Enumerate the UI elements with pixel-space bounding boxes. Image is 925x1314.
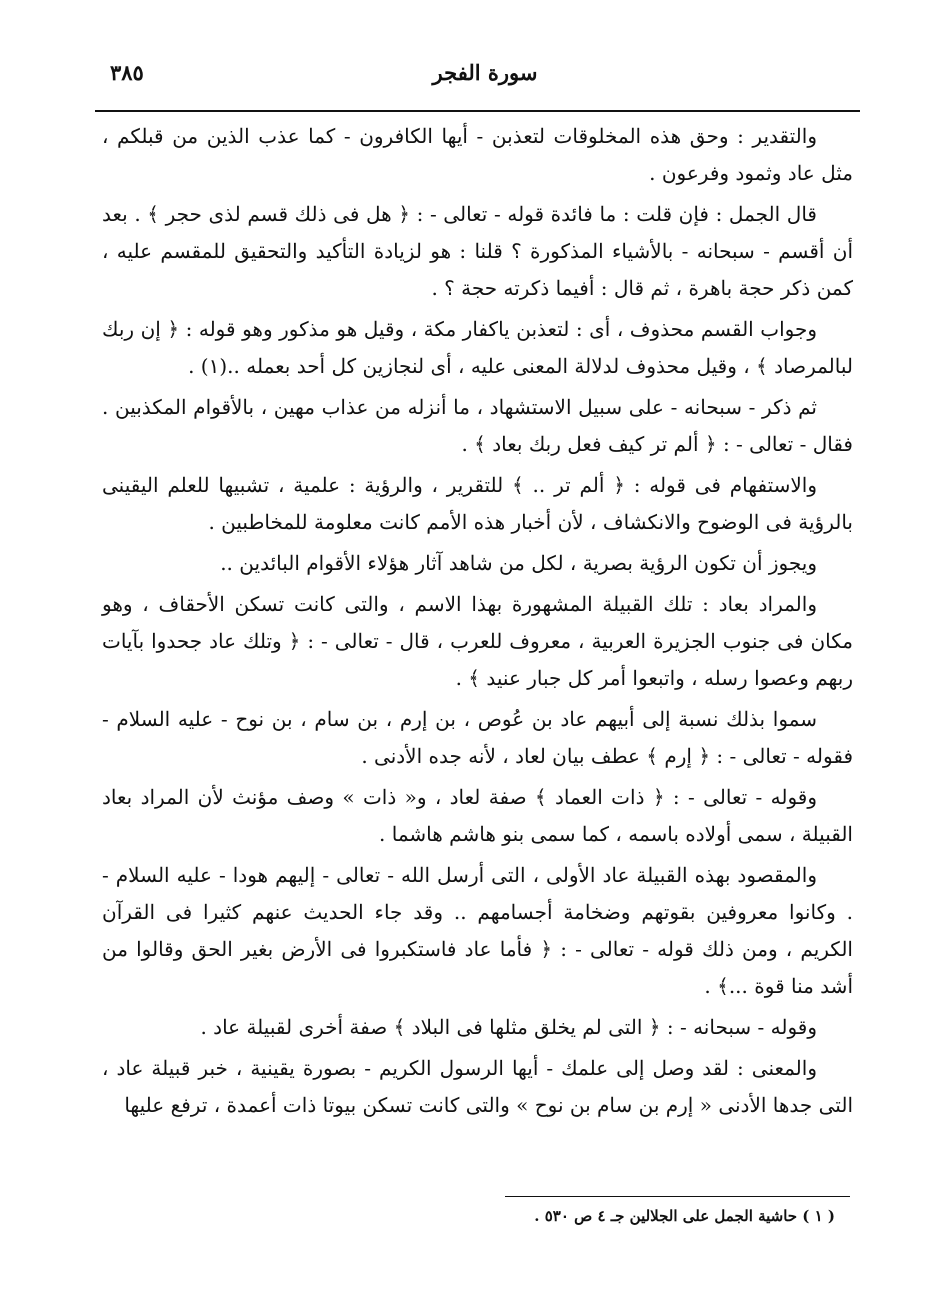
paragraph: وجواب القسم محذوف ، أى : لتعذبن ياكفار مكة ، وقيل هو مذكور وهو قوله : ﴿ إن ربك لبالمرصاد ﴾ ، وقيل محذوف لدلالة المعنى عليه ، أى لنجازين كل أحد بعمله ..(١) . — [102, 317, 853, 378]
paragraph: والتقدير : وحق هذه المخلوقات لتعذبن - أيها الكافرون - كما عذب الذين من قبلكم ، مثل عاد وثمود وفرعون . — [102, 124, 853, 185]
paragraph: ويجوز أن تكون الرؤية بصرية ، لكل من شاهد آثار هؤلاء الأقوام البائدين .. — [220, 551, 817, 575]
footnote-divider — [505, 1196, 850, 1197]
paragraph: والمعنى : لقد وصل إلى علمك - أيها الرسول الكريم - بصورة يقينية ، خبر قبيلة عاد ، التى جدها الأدنى « إرم بن سام بن نوح » والتى كانت تسكن بيوتا ذات أعمدة ، ترفع عليها — [102, 1056, 853, 1117]
paragraph: ثم ذكر - سبحانه - على سبيل الاستشهاد ، ما أنزله من عذاب مهين ، بالأقوام المكذبين . فقال - تعالى - : ﴿ ألم تر كيف فعل ربك بعاد ﴾ . — [102, 395, 853, 456]
paragraph: والمراد بعاد : تلك القبيلة المشهورة بهذا الاسم ، والتى كانت تسكن الأحقاف ، وهو مكان فى جنوب الجزيرة العربية ، معروف للعرب ، قال - تعالى - : ﴿ وتلك عاد جحدوا بآيات ربهم وعصوا رسله ، واتبعوا أمر كل جبار عنيد ﴾ . — [102, 592, 853, 690]
header-divider — [95, 110, 860, 112]
body-text — [102, 118, 853, 1128]
paragraph: وقوله - سبحانه - : ﴿ التى لم يخلق مثلها فى البلاد ﴾ صفة أخرى لقبيلة عاد . — [200, 1015, 817, 1039]
page-header — [110, 60, 860, 100]
paragraph: والمقصود بهذه القبيلة عاد الأولى ، التى أرسل الله - تعالى - إليهم هودا - عليه السلام - . وكانوا معروفين بقوتهم وضخامة أجسامهم .. وقد جاء الحديث عنهم كثيرا فى القرآن الكريم ، ومن ذلك قوله - تعالى - : ﴿ فأما عاد فاستكبروا فى الأرض بغير الحق وقالوا من أشد منا قوة ...﴾ . — [102, 863, 853, 998]
paragraph: سموا بذلك نسبة إلى أبيهم عاد بن عُوص ، بن إرم ، بن سام ، بن نوح - عليه السلام - فقوله - تعالى - : ﴿ إرم ﴾ عطف بيان لعاد ، لأنه جده الأدنى . — [102, 707, 853, 768]
paragraph: وقوله - تعالى - : ﴿ ذات العماد ﴾ صفة لعاد ، و« ذات » وصف مؤنث لأن المراد بعاد القبيلة ، سمى أولاده باسمه ، كما سمى بنو هاشم هاشما . — [102, 785, 853, 846]
paragraph: والاستفهام فى قوله : ﴿ ألم تر .. ﴾ للتقرير ، والرؤية : علمية ، تشبيها للعلم اليقينى بالرؤية فى الوضوح والانكشاف ، لأن أخبار هذه الأمم كانت معلومة للمخاطبين . — [102, 473, 853, 534]
page-number: ٣٨٥ — [110, 60, 144, 85]
surah-title: سورة الفجر — [432, 60, 538, 85]
footnote: ( ١ ) حاشية الجمل على الجلالين جـ ٤ ص ٥٣٠ . — [534, 1207, 835, 1225]
paragraph: قال الجمل : فإن قلت : ما فائدة قوله - تعالى - : ﴿ هل فى ذلك قسم لذى حجر ﴾ . بعد أن أقسم - سبحانه - بالأشياء المذكورة ؟ قلنا : هو لزيادة التأكيد والتحقيق للمقسم عليه ، كمن ذكر حجة باهرة ، ثم قال : أفيما ذكرته حجة ؟ . — [102, 202, 853, 300]
